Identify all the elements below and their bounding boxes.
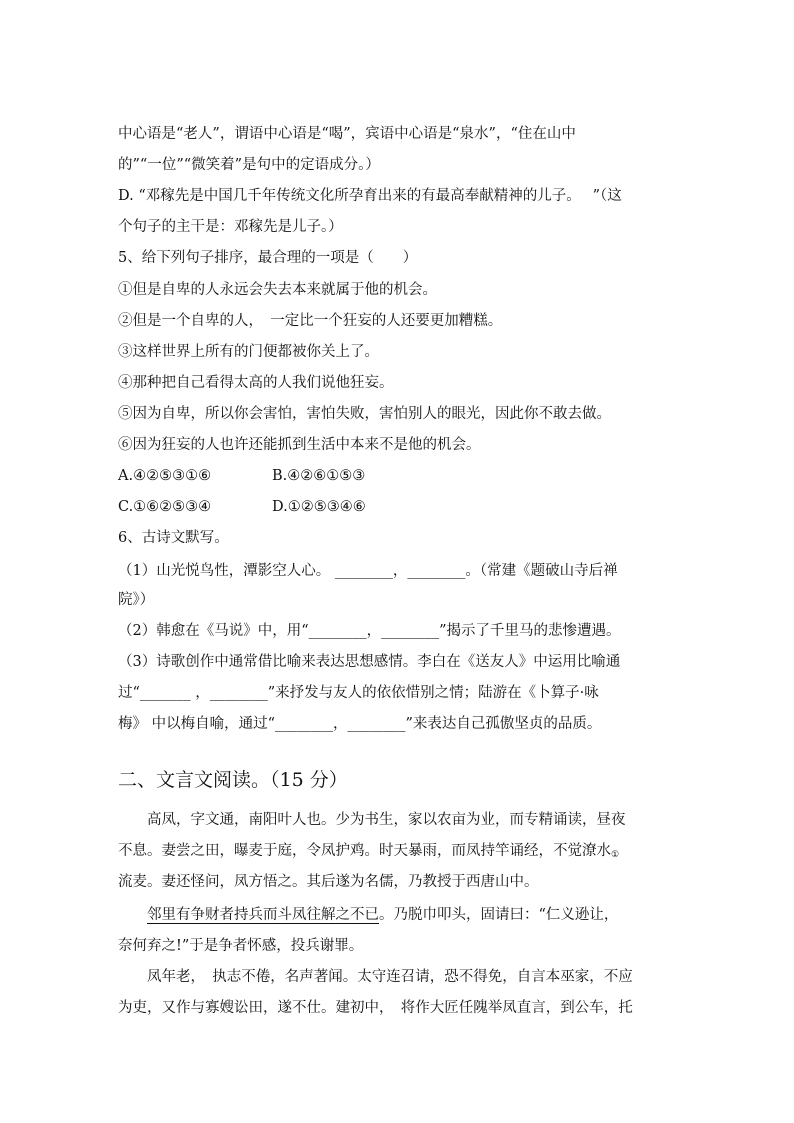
- q5-sentence-1: ①但是自卑的人永远会失去本来就属于他的机会。: [118, 282, 437, 298]
- passage-p1-line-2-text: 不息。妻尝之田，曝麦于庭，令凤护鸡。时天暴雨，而凤持竿诵经，不觉潦水: [118, 843, 611, 859]
- q6-item-3-line-2: 过“_______ ，________”来抒发与友人的依依惜别之情；陆游在《卜算子·咏: [118, 685, 599, 701]
- q4-option-d-line-1: D. “邓稼先是中国几千年传统文化所孕育出来的有最高奉献精神的儿子。 ”（这: [118, 188, 622, 204]
- passage-p1-line-1: 高凤，字文通，南阳叶人也。少为书生，家以农亩为业，而专精诵读，昼夜: [118, 812, 626, 828]
- q6-stem: 6、古诗文默写。: [118, 530, 229, 546]
- q4-line-2: 的”“一位”“微笑着”是句中的定语成分。）: [118, 157, 380, 173]
- q5-option-c: C.①⑥②⑤③④: [118, 499, 212, 515]
- q5-option-a: A.④②⑤③①⑥: [118, 468, 212, 484]
- passage-p2-line-1: [147, 905, 618, 925]
- passage-p3-line-2: 为吏，又作与寡嫂讼田，遂不仕。建初中， 将作大匠任隗举凤直言，到公车，托: [118, 1000, 633, 1016]
- footnote-marker: ①: [611, 850, 620, 860]
- q6-item-3-line-3: 梅》 中以梅自喻，通过“________，________”来表达自己孤傲坚贞的品质。: [118, 716, 602, 732]
- q6-item-3-line-1: （3）诗歌创作中通常借比喻来表达思想感情。李白在《送友人》中运用比喻通: [118, 654, 621, 670]
- q5-sentence-4: ④那种把自己看得太高的人我们说他狂妄。: [118, 375, 394, 391]
- q6-item-1-line-2: 院》）: [118, 592, 155, 608]
- passage-p1-line-2: [118, 841, 619, 865]
- underlined-sentence: 邻里有争财者持兵而斗凤往解之不已: [147, 907, 379, 923]
- passage-p2-line-2: 奈何弃之!”于是争者怀感，投兵谢罪。: [118, 938, 364, 954]
- q5-sentence-5: ⑤因为自卑，所以你会害怕，害怕失败，害怕别人的眼光，因此你不敢去做。: [118, 406, 611, 422]
- passage-p1-line-3: 流麦。妻还怪问，凤方悟之。其后遂为名儒，乃教授于西唐山中。: [118, 874, 539, 890]
- q5-stem: 5、给下列句子排序，最合理的一项是（ ）: [118, 250, 418, 266]
- passage-p2-line-1-rest: 。乃脱巾叩头，固请曰：“仁义逊让，: [379, 907, 619, 923]
- q4-line-1: 中心语是“老人”，谓语中心语是“喝”，宾语中心语是“泉水”，“住在山中: [118, 126, 576, 142]
- q5-option-d: D.①②⑤③④⑥: [272, 499, 366, 515]
- q5-sentence-2: ②但是一个自卑的人， 一定比一个狂妄的人还要更加糟糕。: [118, 313, 503, 329]
- q6-item-1-line-1: （1）山光悦鸟性，潭影空人心。 ________，________。（常建《题破山寺后禅: [118, 563, 618, 579]
- q4-option-d-line-2: 个句子的主干是：邓稼先是儿子。）: [118, 219, 343, 235]
- q5-option-b: B.④②⑥①⑤③: [272, 468, 366, 484]
- passage-p3-line-1: 凤年老， 执志不倦，名声著闻。太守连召请，恐不得免，自言本巫家，不应: [118, 969, 633, 985]
- q6-item-2: （2）韩愈在《马说》中，用“________，________”揭示了千里马的悲惨遭遇。: [118, 623, 621, 639]
- q5-sentence-6: ⑥因为狂妄的人也许还能抓到生活中本来不是他的机会。: [118, 437, 481, 453]
- q5-sentence-3: ③这样世界上所有的门便都被你关上了。: [118, 344, 379, 360]
- section-2-heading: 二、文言文阅读。（15 分）: [118, 769, 348, 791]
